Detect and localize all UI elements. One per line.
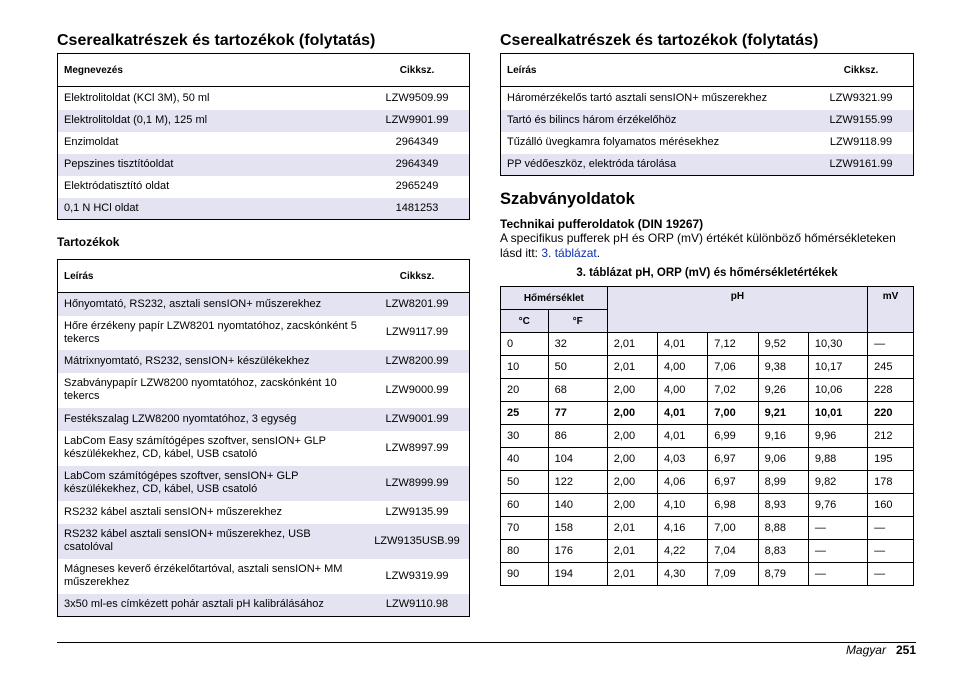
buffer-row <box>501 448 914 471</box>
buffer-cell: 6,97 <box>708 448 758 471</box>
item-number: LZW9110.98 <box>365 594 470 617</box>
buffer-subheading: Technikai pufferoldatok (DIN 19267) <box>500 217 704 231</box>
buffer-cell: 6,98 <box>708 494 758 517</box>
item-description: Mágneses keverő érzékelőtartóval, asztali sensION+ MM műszerekhez <box>64 563 343 588</box>
buffer-cell: 10 <box>501 356 549 379</box>
item-description: RS232 kábel asztali sensION+ műszerekhez, USB csatolóval <box>58 524 366 559</box>
footer-language: Magyar <box>845 643 886 657</box>
buffer-cell: 220 <box>868 402 914 425</box>
buffer-cell: 9,76 <box>808 494 867 517</box>
table-row <box>58 316 470 350</box>
buffer-cell: 9,21 <box>758 402 808 425</box>
item-description: Enzimoldat <box>64 136 119 148</box>
buffer-cell: 2,01 <box>607 333 657 356</box>
item-number: 2964349 <box>395 136 439 148</box>
item-number: LZW9135.99 <box>385 505 449 518</box>
buffer-cell: 104 <box>548 448 607 471</box>
item-number: LZW8999.99 <box>365 466 470 501</box>
holders-table <box>500 53 914 176</box>
item-number: LZW9321.99 <box>829 91 893 104</box>
item-description: Tűzálló üvegkamra folyamatos mérésekhez <box>507 136 720 148</box>
buffer-row <box>501 471 914 494</box>
table-row <box>58 408 470 431</box>
buffer-cell: 7,00 <box>708 402 758 425</box>
buffer-cell: — <box>868 517 914 540</box>
table-row <box>501 87 914 110</box>
table-row <box>58 293 470 316</box>
page-number: 251 <box>895 643 916 657</box>
table-row <box>58 87 470 110</box>
item-number: LZW8200.99 <box>365 350 470 373</box>
table-header-row <box>58 260 470 293</box>
table-row <box>58 431 470 466</box>
column-header: Leírás <box>501 54 810 87</box>
item-description: Elektródatisztító oldat <box>64 180 170 192</box>
buffer-cell: 8,83 <box>758 540 808 563</box>
section-heading: Cserealkatrészek és tartozékok (folytatás) <box>500 32 819 49</box>
buffer-row <box>501 425 914 448</box>
buffer-cell: 9,26 <box>758 379 808 402</box>
buffer-cell: 20 <box>501 379 549 402</box>
table-row <box>58 466 470 501</box>
buffer-cell: 2,01 <box>607 517 657 540</box>
buffer-cell: 10,30 <box>808 333 867 356</box>
buffer-cell: 2,00 <box>607 402 657 425</box>
buffer-cell: 9,16 <box>758 425 808 448</box>
buffer-cell: 8,88 <box>758 517 808 540</box>
buffer-cell: 90 <box>501 563 549 586</box>
right-column <box>500 32 916 586</box>
item-description: Tartó és bilincs három érzékelőhöz <box>501 110 810 132</box>
buffer-cell: 2,00 <box>607 471 657 494</box>
item-description: Pepszines tisztítóoldat <box>58 154 366 176</box>
buffer-cell: 2,00 <box>607 494 657 517</box>
paragraph-suffix: . <box>596 246 601 260</box>
buffer-cell: 4,03 <box>658 448 708 471</box>
buffer-row <box>501 379 914 402</box>
buffer-cell: 2,00 <box>607 425 657 448</box>
item-description: Elektrolitoldat (0,1 M), 125 ml <box>58 110 366 132</box>
buffer-cell: — <box>868 563 914 586</box>
footer-divider <box>57 642 916 643</box>
buffer-row <box>501 517 914 540</box>
buffer-cell: 176 <box>548 540 607 563</box>
table-header-row <box>58 54 470 87</box>
buffer-table <box>500 286 914 586</box>
buffer-cell: — <box>868 540 914 563</box>
item-number: LZW9509.99 <box>385 91 449 104</box>
buffer-cell: — <box>808 517 867 540</box>
buffer-body <box>501 333 914 586</box>
buffer-cell: 7,12 <box>708 333 758 356</box>
consumables-table <box>57 53 470 220</box>
table-row <box>58 373 470 408</box>
buffer-cell: 4,10 <box>658 494 708 517</box>
buffer-cell: 32 <box>548 333 607 356</box>
buffer-cell: 2,01 <box>607 356 657 379</box>
buffer-cell: 77 <box>548 402 607 425</box>
buffer-cell: 4,01 <box>658 402 708 425</box>
buffer-row <box>501 356 914 379</box>
accessories-heading: Tartozékok <box>57 235 120 249</box>
buffer-cell: 0 <box>501 333 549 356</box>
buffer-row <box>501 333 914 356</box>
item-description: Mátrixnyomtató, RS232, sensION+ készülékekhez <box>58 350 366 373</box>
column-header: Leírás <box>58 260 366 293</box>
page-footer <box>846 643 916 657</box>
table-row <box>501 110 914 132</box>
item-number: LZW9117.99 <box>385 326 449 338</box>
paragraph-text: A specifikus pufferek pH és ORP (mV) értékét különböző hőmérsékleteken lásd itt: <box>500 231 896 260</box>
table-caption: 3. táblázat pH, ORP (mV) és hőmérsékletértékek <box>576 267 838 279</box>
buffer-cell: 4,06 <box>658 471 708 494</box>
item-description: PP védőeszköz, elektróda tárolása <box>501 154 810 176</box>
buffer-cell: 68 <box>548 379 607 402</box>
buffer-cell: 4,01 <box>658 425 708 448</box>
table-row <box>501 132 914 154</box>
buffer-cell: 10,06 <box>808 379 867 402</box>
buffer-cell: 9,96 <box>808 425 867 448</box>
table-row <box>58 110 470 132</box>
ph-header: pH <box>607 287 867 333</box>
buffer-cell: 7,09 <box>708 563 758 586</box>
buffer-paragraph <box>500 231 916 261</box>
buffer-cell: 7,00 <box>708 517 758 540</box>
buffer-cell: 8,99 <box>758 471 808 494</box>
item-description: Szabványpapír LZW8200 nyomtatóhoz, zacskónként 10 tekercs <box>64 377 337 402</box>
buffer-header-row <box>501 287 914 310</box>
buffer-cell: 7,06 <box>708 356 758 379</box>
buffer-cell: 194 <box>548 563 607 586</box>
buffer-cell: 4,00 <box>658 379 708 402</box>
buffer-cell: 80 <box>501 540 549 563</box>
table-row <box>58 501 470 524</box>
item-description: RS232 kábel asztali sensION+ műszerekhez <box>64 505 282 518</box>
left-column <box>57 32 472 617</box>
item-number: LZW8201.99 <box>365 293 470 316</box>
item-description: Háromérzékelős tartó asztali sensION+ műszerekhez <box>507 91 768 104</box>
item-description: 3x50 ml-es címkézett pohár asztali pH kalibrálásához <box>58 594 366 617</box>
buffer-cell: 178 <box>868 471 914 494</box>
buffer-cell: 9,52 <box>758 333 808 356</box>
buffer-cell: 50 <box>501 471 549 494</box>
fahrenheit-header: °F <box>548 310 607 333</box>
item-description: Hőnyomtató, RS232, asztali sensION+ műszerekhez <box>58 293 366 316</box>
item-number: LZW9001.99 <box>365 408 470 431</box>
table-link[interactable]: 3. táblázat <box>541 246 597 260</box>
buffer-cell: 245 <box>868 356 914 379</box>
buffer-cell: 8,79 <box>758 563 808 586</box>
item-number: LZW9901.99 <box>365 110 470 132</box>
buffer-cell: 122 <box>548 471 607 494</box>
buffer-cell: 10,17 <box>808 356 867 379</box>
buffer-row <box>501 540 914 563</box>
accessories-table <box>57 259 470 617</box>
item-number: LZW9135USB.99 <box>365 524 470 559</box>
buffer-cell: 140 <box>548 494 607 517</box>
item-description: Festékszalag LZW8200 nyomtatóhoz, 3 egység <box>58 408 366 431</box>
column-header: Cikksz. <box>365 54 470 87</box>
item-number: LZW9000.99 <box>385 383 449 396</box>
table-header-row <box>501 54 914 87</box>
item-number: LZW8997.99 <box>385 441 449 454</box>
buffer-cell: 4,01 <box>658 333 708 356</box>
buffer-cell: — <box>868 333 914 356</box>
celsius-header: °C <box>501 310 549 333</box>
buffer-cell: 86 <box>548 425 607 448</box>
item-number: 2965249 <box>395 180 439 192</box>
item-description: LabCom Easy számítógépes szoftver, sensION+ GLP készülékekhez, CD, kábel, USB csatoló <box>64 435 326 460</box>
buffer-cell: 10,01 <box>808 402 867 425</box>
buffer-cell: 8,93 <box>758 494 808 517</box>
buffer-cell: 40 <box>501 448 549 471</box>
item-number: LZW9319.99 <box>385 569 449 582</box>
column-header: Megnevezés <box>58 54 366 87</box>
table-row <box>58 594 470 617</box>
item-description: LabCom számítógépes szoftver, sensION+ GLP készülékekhez, CD, kábel, USB csatoló <box>58 466 366 501</box>
buffer-cell: 4,30 <box>658 563 708 586</box>
buffer-cell: 2,00 <box>607 379 657 402</box>
item-description: Elektrolitoldat (KCl 3M), 50 ml <box>64 91 210 104</box>
mv-header: mV <box>868 287 914 333</box>
item-number: LZW9155.99 <box>809 110 914 132</box>
buffer-cell: 6,97 <box>708 471 758 494</box>
buffer-cell: 25 <box>501 402 549 425</box>
buffer-cell: 7,02 <box>708 379 758 402</box>
table-row <box>58 559 470 594</box>
temperature-header: Hőmérséklet <box>501 287 608 310</box>
table-row <box>58 132 470 154</box>
item-number: LZW9161.99 <box>809 154 914 176</box>
item-number: 2964349 <box>365 154 470 176</box>
buffer-cell: 2,01 <box>607 540 657 563</box>
item-number: 1481253 <box>365 198 470 220</box>
buffer-cell: 4,16 <box>658 517 708 540</box>
buffer-cell: 9,38 <box>758 356 808 379</box>
buffer-cell: 212 <box>868 425 914 448</box>
buffer-cell: 9,88 <box>808 448 867 471</box>
table-row <box>58 350 470 373</box>
buffer-cell: 9,82 <box>808 471 867 494</box>
section-heading: Cserealkatrészek és tartozékok (folytatás) <box>57 32 376 49</box>
buffer-cell: 228 <box>868 379 914 402</box>
table-row <box>501 154 914 176</box>
buffer-cell: 195 <box>868 448 914 471</box>
standard-solutions-heading: Szabványoldatok <box>500 190 635 208</box>
buffer-cell: 4,22 <box>658 540 708 563</box>
buffer-cell: — <box>808 540 867 563</box>
buffer-row <box>501 563 914 586</box>
buffer-cell: 7,04 <box>708 540 758 563</box>
buffer-cell: 9,06 <box>758 448 808 471</box>
buffer-cell: 30 <box>501 425 549 448</box>
buffer-cell: — <box>808 563 867 586</box>
item-description: 0,1 N HCl oldat <box>58 198 366 220</box>
buffer-cell: 50 <box>548 356 607 379</box>
item-description: Hőre érzékeny papír LZW8201 nyomtatóhoz, zacskónként 5 tekercs <box>64 319 357 345</box>
table-row <box>58 524 470 559</box>
buffer-cell: 4,00 <box>658 356 708 379</box>
table-row <box>58 198 470 220</box>
item-number: LZW9118.99 <box>829 136 893 148</box>
table-row <box>58 154 470 176</box>
buffer-cell: 2,00 <box>607 448 657 471</box>
buffer-row <box>501 402 914 425</box>
buffer-cell: 70 <box>501 517 549 540</box>
buffer-cell: 60 <box>501 494 549 517</box>
buffer-cell: 2,01 <box>607 563 657 586</box>
buffer-cell: 6,99 <box>708 425 758 448</box>
column-header: Cikksz. <box>365 260 470 293</box>
column-header: Cikksz. <box>809 54 914 87</box>
buffer-cell: 160 <box>868 494 914 517</box>
buffer-cell: 158 <box>548 517 607 540</box>
table-row <box>58 176 470 198</box>
buffer-row <box>501 494 914 517</box>
